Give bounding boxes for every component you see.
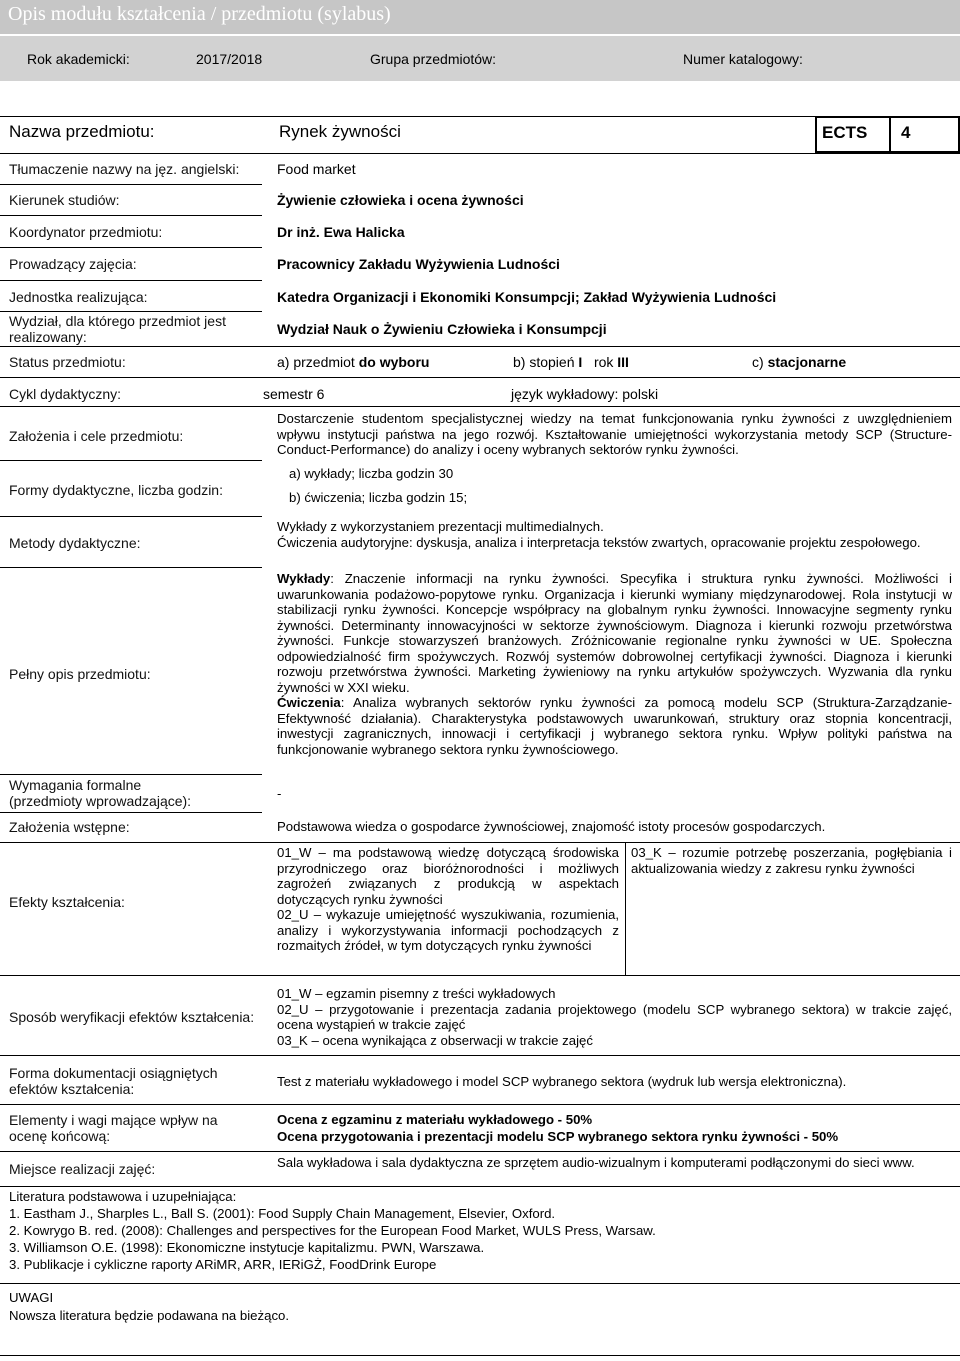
- description-text: [277, 571, 952, 757]
- weights-line1: Ocena z egzaminu z materiału wykładowego - 50%: [277, 1112, 593, 1127]
- description-lectures-text: : Znaczenie informacji na rynku żywności. Specyfika i struktura rynku żywności. Możliwości i uwarunkowania podażowo-popytowe rynku. Organizacja i kierunki wymiany międzynarodowej. Rola instytucji w stabilizacji rynku żywności. Koncepcje współpracy na globalnym rynku żywności. Innowacyjne segmenty rynku żywności. Determinanty innowacyjności w sektorze żywnościowym. Diagnoza i kierunki rozwoju przetwórstwa żywności. Funkcje stowarzyszeń branżowych. Zróżnicowanie regionalne rynku żywności w UE. Społeczna odpowiedzialność firm spożywczych. Rozwój systemów dobrowolnej certyfikacji żywności. Diagnoza i kierunki rozwoju przetwórstwa żywności. Marketing żywieniowy na rynku artykułów spożywczych. Wyzwania dla rynku żywności w XXI wieku.: [277, 571, 952, 695]
- forms-exercises: b) ćwiczenia; liczba godzin 15;: [289, 490, 468, 505]
- divider: [0, 812, 262, 813]
- coordinator-value: Dr inż. Ewa Halicka: [277, 224, 405, 240]
- methods-text: [277, 519, 952, 550]
- methods-line2: Ćwiczenia audytoryjne: dyskusja, analiza i interpretacja tekstów zwartych, opracowanie projektu zespołowego.: [277, 534, 921, 550]
- ects-label: ECTS: [822, 123, 868, 142]
- methods-line1: Wykłady z wykorzystaniem prezentacji multimedialnych.: [277, 519, 604, 534]
- literature-item: 1. Eastham J., Sharples L., Ball S. (2001): Food Supply Chain Management, Elsevier, Oxford.: [9, 1206, 556, 1221]
- forms-lectures: a) wykłady; liczba godzin 30: [289, 466, 454, 481]
- divider: [0, 1355, 960, 1356]
- goals-label: Założenia i cele przedmiotu:: [9, 428, 184, 444]
- divider: [0, 842, 960, 843]
- status-degree: [513, 354, 629, 370]
- literature-label: Literatura podstawowa i uzupełniająca:: [9, 1189, 237, 1204]
- faculty-value: Wydział Nauk o Żywieniu Człowieka i Konsumpcji: [277, 321, 607, 337]
- semester-value: semestr 6: [263, 386, 325, 402]
- requirements-value: -: [277, 786, 282, 801]
- faculty-label: [9, 313, 226, 345]
- teachers-value: Pracownicy Zakładu Wyżywienia Ludności: [277, 256, 560, 272]
- divider: [0, 1151, 960, 1152]
- documentation-label-line2: efektów kształcenia:: [9, 1081, 135, 1097]
- divider: [0, 1186, 960, 1187]
- divider: [0, 346, 960, 347]
- ects-value: 4: [901, 123, 911, 142]
- status-label: Status przedmiotu:: [9, 354, 126, 370]
- translation-label: Tłumaczenie nazwy na jęz. angielski:: [9, 161, 240, 177]
- outcomes-label: Efekty kształcenia:: [9, 894, 125, 910]
- status-degree-prefix: b) stopień: [513, 354, 579, 370]
- catalog-number-label: Numer katalogowy:: [683, 51, 803, 67]
- documentation-label-line1: Forma dokumentacji osiągniętych: [9, 1065, 218, 1081]
- unit-label: Jednostka realizująca:: [9, 289, 148, 305]
- outcomes-divider: [625, 842, 626, 975]
- status-type-value: do wyboru: [358, 354, 430, 370]
- literature-item: 3. Williamson O.E. (1998): Ekonomiczne instytucje kapitalizmu. PWN, Warszawa.: [9, 1240, 485, 1255]
- verification-line2: 02_U – przygotowanie i prezentacja zadania projektowego (modelu SCP wybranego sektora) w trakcie zajęć, ocena wystąpień w trakcie zajęć: [277, 1001, 952, 1032]
- divider: [0, 1104, 960, 1105]
- prerequisites-value: Podstawowa wiedza o gospodarce żywnościowej, znajomość istoty procesów gospodarczych.: [277, 819, 826, 834]
- faculty-label-line1: Wydział, dla którego przedmiot jest: [9, 313, 226, 329]
- academic-year-value: 2017/2018: [196, 51, 263, 67]
- verification-label: Sposób weryfikacji efektów kształcenia:: [9, 1009, 255, 1025]
- place-value: Sala wykładowa i sala dydaktyczna ze sprzętem audio-wizualnym i komputerami podłączonymi do sieci www.: [277, 1155, 915, 1170]
- status-mode-prefix: c): [752, 354, 768, 370]
- status-year-value: III: [617, 354, 629, 370]
- goals-text: Dostarczenie studentom specjalistycznej wiedzy na temat funkcjonowania rynku żywności z uwzględnieniem wpływu instytucji państwa na jego rozwój. Kształtowanie umiejętności wykorzystania metody SCP (Structure-Conduct-Performance) do analizy i oceny wybranych sektorów rynku żywności.: [277, 411, 952, 457]
- weights-label-line2: ocenę końcową:: [9, 1128, 111, 1144]
- weights-label: [9, 1112, 218, 1144]
- divider: [0, 516, 262, 517]
- description-exercises-label: Ćwiczenia: [277, 695, 341, 710]
- cycle-label: Cykl dydaktyczny:: [9, 386, 122, 402]
- teachers-label: Prowadzący zajęcia:: [9, 256, 137, 272]
- field-of-study-label: Kierunek studiów:: [9, 192, 120, 208]
- subject-group-label: Grupa przedmiotów:: [370, 51, 497, 67]
- remarks-label: UWAGI: [9, 1290, 54, 1305]
- document-title: Opis modułu kształcenia / przedmiotu (sylabus): [8, 3, 391, 25]
- faculty-label-line2: realizowany:: [9, 329, 87, 345]
- divider: [0, 215, 262, 216]
- literature-item: 2. Kowrygo B. red. (2008): Challenges and perspectives for the European Food Market, WULS Press, Warsaw.: [9, 1223, 656, 1238]
- description-label: Pełny opis przedmiotu:: [9, 666, 151, 682]
- divider: [0, 774, 262, 775]
- divider: [0, 406, 960, 407]
- title-bar: [0, 0, 960, 34]
- course-name-label: Nazwa przedmiotu:: [9, 122, 155, 141]
- divider: [0, 1283, 960, 1284]
- divider: [0, 184, 262, 185]
- unit-value: Katedra Organizacji i Ekonomiki Konsumpcji; Zakład Wyżywienia Ludności: [277, 289, 777, 305]
- status-mode-value: stacjonarne: [767, 354, 847, 370]
- translation-value: Food market: [277, 161, 356, 177]
- documentation-label: [9, 1065, 218, 1097]
- status-mode: [752, 354, 846, 370]
- weights-line2: Ocena przygotowania i prezentacji modelu SCP wybranego sektora rynku żywności - 50%: [277, 1129, 839, 1144]
- prerequisites-label: Założenia wstępne:: [9, 819, 130, 835]
- language-value: język wykładowy: polski: [511, 386, 659, 402]
- coordinator-label: Koordynator przedmiotu:: [9, 224, 163, 240]
- divider: [0, 1055, 960, 1056]
- requirements-label-line1: Wymagania formalne: [9, 777, 142, 793]
- status-degree-value: I: [578, 354, 583, 370]
- ects-divider: [889, 116, 891, 153]
- verification-line3: 03_K – ocena wynikająca z obserwacji w trakcie zajęć: [277, 1032, 593, 1048]
- description-exercises-text: : Analiza wybranych sektorów rynku żywności za pomocą modelu SCP (Struktura-Zarządzanie-Efektywność działania). Charakterystyka podstawowych uwarunkowań, struktury oraz stopnia koncentracji, inwestycji zagranicznych, innowacji i certyfikacji j wybranego sektora rynku. Wpływ polityki państwa na funkcjonowanie wybranego sektora rynku żywnościowego.: [277, 695, 952, 757]
- status-year-label: rok: [593, 354, 614, 370]
- status-type-prefix: a) przedmiot: [277, 354, 359, 370]
- documentation-value: Test z materiału wykładowego i model SCP wybranego sektora (wydruk lub wersja elektroniczna).: [277, 1074, 847, 1089]
- divider: [0, 153, 960, 154]
- divider: [0, 975, 960, 976]
- remarks-text: Nowsza literatura będzie podawana na bieżąco.: [9, 1308, 290, 1323]
- place-label: Miejsce realizacji zajęć:: [9, 1161, 156, 1177]
- requirements-label: [9, 777, 191, 809]
- verification-text: [277, 986, 952, 1048]
- outcomes-left: 01_W – ma podstawową wiedzę dotyczącą środowiska przyrodniczego oraz bioróżnorodności i możliwych zagrożeń związanych z produkcją w aspektach dotyczących rynku żywności 02_U – wykazuje umiejętność wyszukiwania, rozumienia, analizy i wykorzystywania informacji pochodzących z rozmaitych źródeł, w tym dotyczących rynku żywności: [277, 845, 619, 953]
- divider: [0, 311, 262, 312]
- field-of-study-value: Żywienie człowieka i ocena żywności: [277, 192, 524, 208]
- status-type: [277, 354, 429, 370]
- divider: [0, 460, 262, 461]
- literature-item: 3. Publikacje i cykliczne raporty ARiMR, ARR, IERiGŻ, FoodDrink Europe: [9, 1257, 437, 1272]
- academic-year-row: [0, 36, 960, 81]
- divider: [0, 247, 262, 248]
- academic-year-label: Rok akademicki:: [27, 51, 130, 67]
- methods-label: Metody dydaktyczne:: [9, 535, 141, 551]
- course-name-value: Rynek żywności: [279, 122, 401, 141]
- outcomes-right: 03_K – rozumie potrzebę poszerzania, pogłębiania i aktualizowania wiedzy z zakresu rynku żywności: [631, 845, 952, 876]
- requirements-label-line2: (przedmioty wprowadzające):: [9, 793, 192, 809]
- verification-line1: 01_W – egzamin pisemny z treści wykładowych: [277, 986, 556, 1001]
- description-lectures-label: Wykłady: [277, 571, 331, 586]
- divider: [0, 280, 262, 281]
- divider: [0, 377, 960, 378]
- forms-label: Formy dydaktyczne, liczba godzin:: [9, 482, 223, 498]
- weights-label-line1: Elementy i wagi mające wpływ na: [9, 1112, 218, 1128]
- divider: [0, 567, 262, 568]
